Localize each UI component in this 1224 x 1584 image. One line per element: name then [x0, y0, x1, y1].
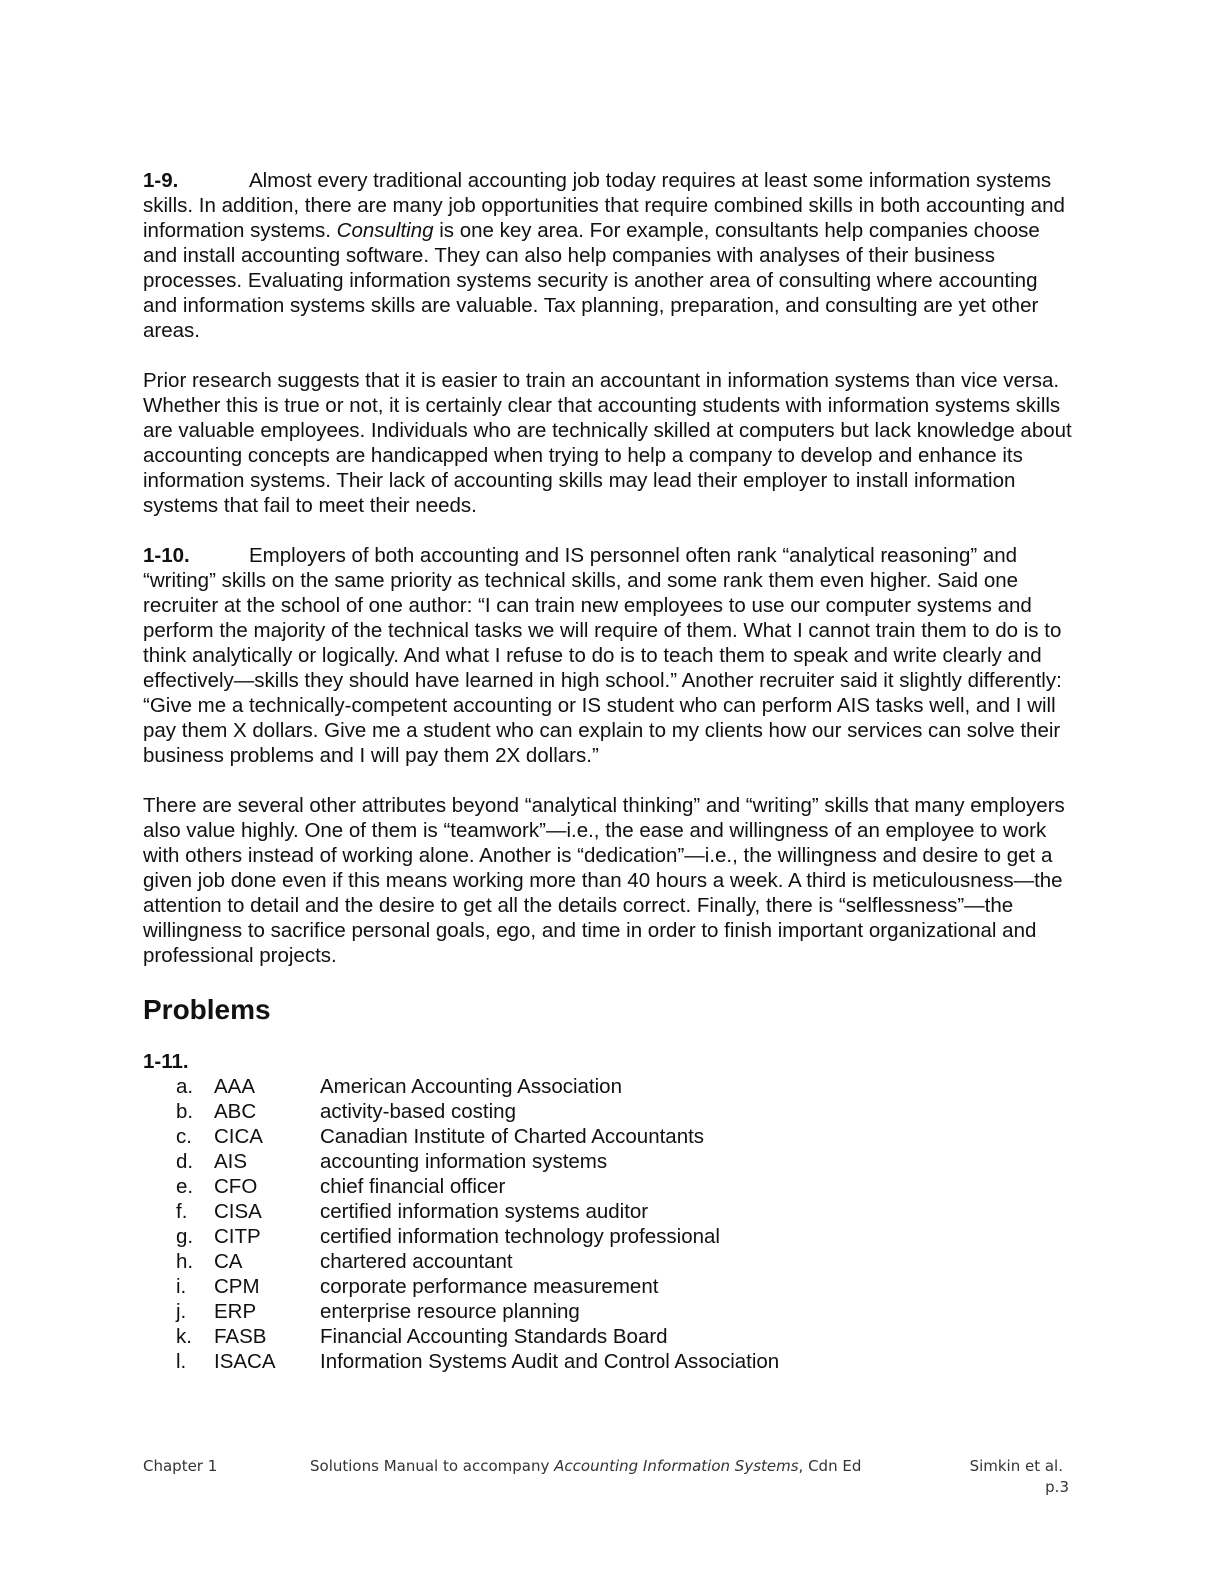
q10-paragraph-1 [143, 543, 1073, 768]
abbreviation: CPM [214, 1275, 260, 1298]
list-item [143, 1124, 1073, 1149]
definition: Canadian Institute of Charted Accountants [320, 1125, 705, 1148]
definition: American Accounting Association [320, 1075, 622, 1098]
abbreviation: ISACA [214, 1350, 276, 1373]
definition: activity-based costing [320, 1100, 516, 1123]
footer-book-title: Accounting Information Systems [554, 1457, 799, 1475]
footer-title-suffix: , Cdn Ed [798, 1457, 862, 1475]
list-item [143, 1199, 1073, 1224]
abbreviation: AAA [214, 1075, 256, 1098]
definition: accounting information systems [320, 1150, 608, 1173]
footer-title-prefix: Solutions Manual to accompany [310, 1457, 555, 1475]
section-heading-problems: Problems [143, 994, 271, 1025]
q11-number: 1-11. [143, 1050, 189, 1073]
abbreviation: CA [214, 1250, 243, 1273]
list-item [143, 1099, 1073, 1124]
q10-paragraph-2: There are several other attributes beyond “analytical thinking” and “writing” skills that many employers also value highly. One of them is “teamwork”—i.e., the ease and willingness of an employee to work with others instead of working alone. Another is “dedication”—i.e., the willingness and desire to get a given job done even if this means working more than 40 hours a week. A third is meticulousness—the attention to detail and the desire to get all the details correct. Finally, there is “selflessness”—the willingness to sacrifice personal goals, ego, and time in order to finish important organizational and professional projects. [143, 794, 1065, 967]
list-letter: h. [176, 1250, 194, 1273]
list-item [143, 1224, 1073, 1249]
q9-text-part-2: is one key area. For example, consultants help companies choose and install accounting software. They can also help companies with analyses of their business processes. Evaluating information systems security is another area of consulting where accounting and information systems skills are valuable. Tax planning, preparation, and consulting are yet other areas. [143, 219, 1040, 342]
list-item [143, 1324, 1073, 1349]
q9-number: 1-9. [143, 169, 179, 192]
list-item [143, 1174, 1073, 1199]
definition: enterprise resource planning [320, 1300, 580, 1323]
abbreviation: ABC [214, 1100, 257, 1123]
list-letter: e. [176, 1175, 194, 1198]
list-item [143, 1274, 1073, 1299]
q9-italic-term: Consulting [336, 219, 434, 242]
abbreviation: AIS [214, 1150, 248, 1173]
definition: Financial Accounting Standards Board [320, 1325, 668, 1348]
q10-number: 1-10. [143, 544, 190, 567]
definition: chief financial officer [320, 1175, 506, 1198]
list-item [143, 1074, 1073, 1099]
q9-text-part-1: Almost every traditional accounting job today requires at least some information systems skills. In addition, there are many job opportunities that require combined skills in both accounting and information systems. [143, 169, 1065, 242]
list-letter: j. [176, 1300, 187, 1323]
definition: certified information systems auditor [320, 1200, 649, 1223]
list-letter: f. [176, 1200, 188, 1223]
list-letter: k. [176, 1325, 192, 1348]
list-letter: d. [176, 1150, 194, 1173]
abbreviation: CICA [214, 1125, 263, 1148]
list-letter: b. [176, 1100, 194, 1123]
page-content [143, 168, 1073, 1374]
definition: corporate performance measurement [320, 1275, 659, 1298]
list-item [143, 1349, 1073, 1374]
abbreviation: FASB [214, 1325, 267, 1348]
definition: Information Systems Audit and Control Association [320, 1350, 780, 1373]
list-item [143, 1249, 1073, 1274]
page-number: p.3 [1045, 1478, 1069, 1496]
footer-chapter: Chapter 1 [143, 1457, 218, 1475]
footer-title [310, 1456, 861, 1477]
abbreviation: CISA [214, 1200, 262, 1223]
footer-author: Simkin et al. [969, 1457, 1063, 1475]
abbreviation: CFO [214, 1175, 258, 1198]
q9-paragraph-2: Prior research suggests that it is easier to train an accountant in information systems than vice versa. Whether this is true or not, it is certainly clear that accounting students with information systems skills are valuable employees. Individuals who are technically skilled at computers but lack knowledge about accounting concepts are handicapped when trying to help a company to develop and enhance its information systems. Their lack of accounting skills may lead their employer to install information systems that fail to meet their needs. [143, 369, 1072, 517]
abbreviation: CITP [214, 1225, 261, 1248]
definition: chartered accountant [320, 1250, 513, 1273]
list-item [143, 1149, 1073, 1174]
q9-paragraph-1 [143, 168, 1073, 343]
list-letter: i. [176, 1275, 187, 1298]
q10-text: Employers of both accounting and IS personnel often rank “analytical reasoning” and “writing” skills on the same priority as technical skills, and some rank them even higher. Said one recruiter at the school of one author: “I can train new employees to use our computer systems and perform the majority of the technical tasks we will require of them. What I cannot train them to do is to think analytically or logically. And what I refuse to do is to teach them to speak and write clearly and effectively—skills they should have learned in high school.” Another recruiter said it slightly differently: “Give me a technically-competent accounting or IS student who can perform AIS tasks well, and I will pay them X dollars. Give me a student who can explain to my clients how our services can solve their business problems and I will pay them 2X dollars.” [143, 544, 1062, 767]
abbreviation-list [143, 1074, 1073, 1374]
abbreviation: ERP [214, 1300, 257, 1323]
list-item [143, 1299, 1073, 1324]
list-letter: g. [176, 1225, 194, 1248]
list-letter: l. [176, 1350, 187, 1373]
list-letter: a. [176, 1075, 194, 1098]
list-letter: c. [176, 1125, 192, 1148]
definition: certified information technology professional [320, 1225, 720, 1248]
